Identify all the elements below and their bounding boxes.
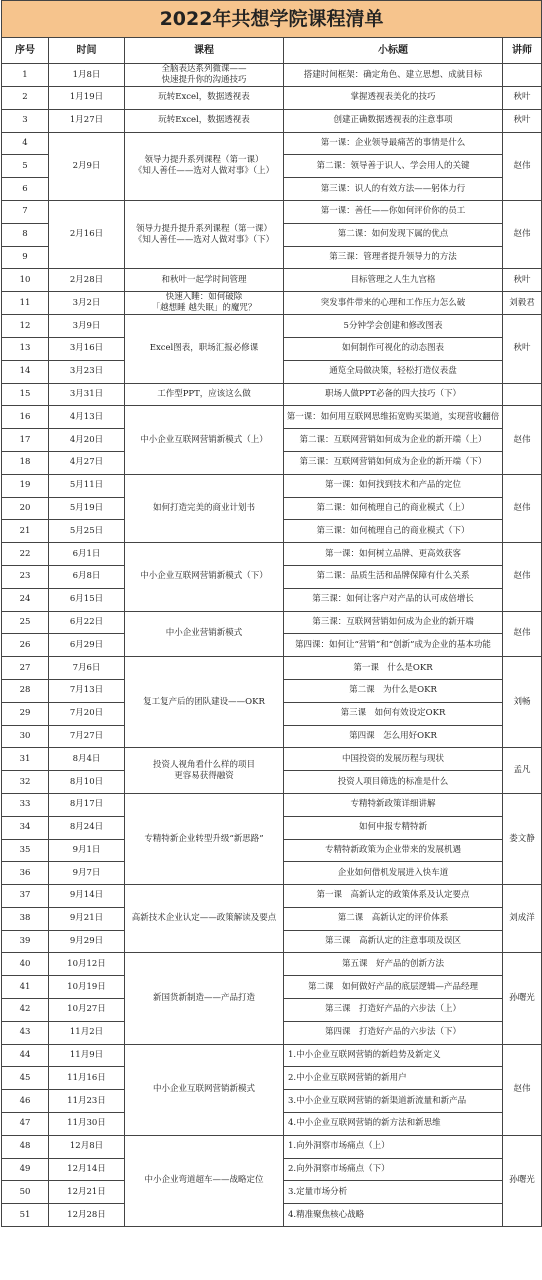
row-number: 21	[2, 520, 49, 543]
course-subtitle: 3.定量市场分析	[284, 1181, 503, 1204]
lecturer-name: 秋叶	[503, 87, 542, 110]
table-row	[2, 383, 542, 406]
row-number: 43	[2, 1021, 49, 1044]
row-number: 27	[2, 657, 49, 680]
row-number: 28	[2, 679, 49, 702]
table-row	[2, 543, 542, 566]
course-subtitle: 第五课 好产品的创新方法	[284, 953, 503, 976]
lecturer-name: 刘毅君	[503, 292, 542, 315]
course-date: 6月29日	[49, 634, 125, 657]
course-name: 新国货新制造——产品打造	[125, 953, 284, 1044]
lecturer-name: 秋叶	[503, 109, 542, 132]
course-subtitle: 第四课：如何让“营销”和“创新”成为企业的基本功能	[284, 634, 503, 657]
course-name: 领导力提升系列课程（第一课） 《知人善任——选对人做对事》（上）	[125, 132, 284, 200]
course-name: 快速入睡：如何破除 「越想睡 越失眠」的魔咒？	[125, 292, 284, 315]
table-row	[2, 885, 542, 908]
course-subtitle: 1.中小企业互联网营销的新趋势及新定义	[284, 1044, 503, 1067]
course-subtitle: 创建正确数据透视表的注意事项	[284, 109, 503, 132]
row-number: 12	[2, 315, 49, 338]
row-number: 36	[2, 862, 49, 885]
row-number: 35	[2, 839, 49, 862]
row-number: 32	[2, 771, 49, 794]
lecturer-name: 赵伟	[503, 611, 542, 657]
course-subtitle: 第四课 打造好产品的六步法（下）	[284, 1021, 503, 1044]
course-date: 5月19日	[49, 497, 125, 520]
lecturer-name: 孟凡	[503, 748, 542, 794]
course-name: 玩转Excel，数据透视表	[125, 109, 284, 132]
course-subtitle: 第三课 如何有效设定OKR	[284, 702, 503, 725]
course-subtitle: 通览全局做决策，轻松打造仪表盘	[284, 360, 503, 383]
lecturer-name: 赵伟	[503, 543, 542, 611]
course-name: 工作型PPT，应该这么做	[125, 383, 284, 406]
table-row	[2, 657, 542, 680]
course-date: 10月12日	[49, 953, 125, 976]
course-date: 6月8日	[49, 565, 125, 588]
header-no: 序号	[2, 38, 49, 64]
row-number: 44	[2, 1044, 49, 1067]
table-row	[2, 1044, 542, 1067]
lecturer-name: 赵伟	[503, 132, 542, 200]
course-subtitle: 第二课 高新认定的评价体系	[284, 907, 503, 930]
course-name: 高新技术企业认定——政策解读及要点	[125, 885, 284, 953]
course-subtitle: 第三课 高新认定的注意事项及误区	[284, 930, 503, 953]
lecturer-name: 刘成洋	[503, 885, 542, 953]
table-row	[2, 132, 542, 155]
course-name: 和秋叶一起学时间管理	[125, 269, 284, 292]
row-number: 50	[2, 1181, 49, 1204]
course-date: 12月14日	[49, 1158, 125, 1181]
course-name: 中小企业弯道超车——战略定位	[125, 1135, 284, 1226]
course-date: 3月23日	[49, 360, 125, 383]
table-row	[2, 64, 542, 87]
course-subtitle: 第一课：如何树立品牌、更高效获客	[284, 543, 503, 566]
course-name: 中小企业互联网营销新模式	[125, 1044, 284, 1135]
course-subtitle: 第二课 如何做好产品的底层逻辑—产品经理	[284, 976, 503, 999]
row-number: 31	[2, 748, 49, 771]
page-title: 2022年共想学院课程清单	[2, 1, 542, 38]
course-subtitle: 第三课：识人的有效方法——躬体力行	[284, 178, 503, 201]
course-date: 11月9日	[49, 1044, 125, 1067]
course-date: 1月19日	[49, 87, 125, 110]
course-date: 10月19日	[49, 976, 125, 999]
course-date: 2月9日	[49, 132, 125, 200]
course-subtitle: 专精特新政策详细讲解	[284, 793, 503, 816]
course-date: 8月4日	[49, 748, 125, 771]
lecturer-name	[503, 64, 542, 87]
course-subtitle: 第一课：如何找到技术和产品的定位	[284, 474, 503, 497]
course-subtitle: 第二课：互联网营销如何成为企业的新开端（上）	[284, 429, 503, 452]
course-date: 1月27日	[49, 109, 125, 132]
course-subtitle: 3.中小企业互联网营销的新渠道新流量和新产品	[284, 1090, 503, 1113]
course-date: 9月21日	[49, 907, 125, 930]
course-subtitle: 5分钟学会创建和修改图表	[284, 315, 503, 338]
course-subtitle: 2.向外洞察市场痛点（下）	[284, 1158, 503, 1181]
row-number: 8	[2, 223, 49, 246]
row-number: 42	[2, 999, 49, 1022]
course-date: 7月6日	[49, 657, 125, 680]
lecturer-name: 刘畅	[503, 657, 542, 748]
course-date: 9月29日	[49, 930, 125, 953]
course-date: 11月2日	[49, 1021, 125, 1044]
course-date: 2月16日	[49, 200, 125, 268]
course-date: 10月27日	[49, 999, 125, 1022]
lecturer-name: 孙曙光	[503, 1135, 542, 1226]
row-number: 9	[2, 246, 49, 269]
course-date: 6月15日	[49, 588, 125, 611]
row-number: 24	[2, 588, 49, 611]
course-date: 11月16日	[49, 1067, 125, 1090]
course-name: 全脑表达系列微课—— 快速提升你的沟通技巧	[125, 64, 284, 87]
header-date: 时间	[49, 38, 125, 64]
course-subtitle: 第一课 高新认定的政策体系及认定要点	[284, 885, 503, 908]
lecturer-name: 赵伟	[503, 200, 542, 268]
table-row	[2, 87, 542, 110]
row-number: 47	[2, 1113, 49, 1136]
lecturer-name: 秋叶	[503, 269, 542, 292]
row-number: 22	[2, 543, 49, 566]
table-row	[2, 269, 542, 292]
course-date: 7月13日	[49, 679, 125, 702]
course-date: 11月23日	[49, 1090, 125, 1113]
course-date: 2月28日	[49, 269, 125, 292]
row-number: 11	[2, 292, 49, 315]
row-number: 49	[2, 1158, 49, 1181]
table-row	[2, 109, 542, 132]
table-row	[2, 748, 542, 771]
course-date: 11月30日	[49, 1113, 125, 1136]
course-subtitle: 第二课：领导善于识人、学会用人的关键	[284, 155, 503, 178]
course-subtitle: 投资人项目筛选的标准是什么	[284, 771, 503, 794]
course-name: 专精特新企业转型升级“新思路”	[125, 793, 284, 884]
header-row	[2, 38, 542, 64]
course-date: 9月14日	[49, 885, 125, 908]
table-row	[2, 953, 542, 976]
row-number: 15	[2, 383, 49, 406]
course-subtitle: 2.中小企业互联网营销的新用户	[284, 1067, 503, 1090]
course-subtitle: 如何制作可视化的动态图表	[284, 337, 503, 360]
course-subtitle: 第二课：如何发现下属的优点	[284, 223, 503, 246]
row-number: 41	[2, 976, 49, 999]
course-subtitle: 突发事件带来的心理和工作压力怎么破	[284, 292, 503, 315]
lecturer-name	[503, 383, 542, 406]
title-row	[2, 1, 542, 38]
course-date: 1月8日	[49, 64, 125, 87]
row-number: 23	[2, 565, 49, 588]
course-name: Excel图表，职场汇报必修课	[125, 315, 284, 383]
course-date: 3月31日	[49, 383, 125, 406]
course-date: 7月20日	[49, 702, 125, 725]
course-date: 5月25日	[49, 520, 125, 543]
lecturer-name: 赵伟	[503, 474, 542, 542]
course-name: 复工复产后的团队建设——OKR	[125, 657, 284, 748]
course-subtitle: 如何申报专精特新	[284, 816, 503, 839]
course-date: 3月16日	[49, 337, 125, 360]
course-subtitle: 第四课 怎么用好OKR	[284, 725, 503, 748]
row-number: 46	[2, 1090, 49, 1113]
course-date: 6月1日	[49, 543, 125, 566]
course-date: 9月7日	[49, 862, 125, 885]
row-number: 17	[2, 429, 49, 452]
table-row	[2, 200, 542, 223]
course-date: 12月28日	[49, 1204, 125, 1227]
course-date: 9月1日	[49, 839, 125, 862]
course-date: 3月2日	[49, 292, 125, 315]
course-subtitle: 4.中小企业互联网营销的新方法和新思维	[284, 1113, 503, 1136]
course-subtitle: 掌握透视表美化的技巧	[284, 87, 503, 110]
row-number: 7	[2, 200, 49, 223]
header-lecturer: 讲师	[503, 38, 542, 64]
course-subtitle: 第三课 打造好产品的六步法（上）	[284, 999, 503, 1022]
row-number: 37	[2, 885, 49, 908]
row-number: 13	[2, 337, 49, 360]
course-date: 8月10日	[49, 771, 125, 794]
row-number: 3	[2, 109, 49, 132]
row-number: 2	[2, 87, 49, 110]
row-number: 34	[2, 816, 49, 839]
course-date: 12月8日	[49, 1135, 125, 1158]
row-number: 40	[2, 953, 49, 976]
table-row	[2, 1135, 542, 1158]
row-number: 30	[2, 725, 49, 748]
table-row	[2, 793, 542, 816]
row-number: 1	[2, 64, 49, 87]
course-subtitle: 第一课：善任——你如何评价你的员工	[284, 200, 503, 223]
row-number: 10	[2, 269, 49, 292]
course-date: 8月17日	[49, 793, 125, 816]
course-date: 7月27日	[49, 725, 125, 748]
lecturer-name: 赵伟	[503, 406, 542, 474]
row-number: 29	[2, 702, 49, 725]
course-subtitle: 第二课：如何梳理自己的商业模式（上）	[284, 497, 503, 520]
course-date: 12月21日	[49, 1181, 125, 1204]
course-date: 8月24日	[49, 816, 125, 839]
table-row	[2, 406, 542, 429]
course-subtitle: 搭建时间框架：确定角色、建立思想、成就目标	[284, 64, 503, 87]
course-date: 4月13日	[49, 406, 125, 429]
course-subtitle: 第三课：如何梳理自己的商业模式（下）	[284, 520, 503, 543]
course-name: 中小企业营销新模式	[125, 611, 284, 657]
row-number: 20	[2, 497, 49, 520]
row-number: 45	[2, 1067, 49, 1090]
table-row	[2, 315, 542, 338]
course-date: 5月11日	[49, 474, 125, 497]
row-number: 5	[2, 155, 49, 178]
course-subtitle: 职场人做PPT必备的四大技巧（下）	[284, 383, 503, 406]
row-number: 26	[2, 634, 49, 657]
row-number: 4	[2, 132, 49, 155]
course-subtitle: 中国投资的发展历程与现状	[284, 748, 503, 771]
row-number: 38	[2, 907, 49, 930]
course-subtitle: 4.精准聚焦核心战略	[284, 1204, 503, 1227]
row-number: 16	[2, 406, 49, 429]
course-subtitle: 第二课 为什么是OKR	[284, 679, 503, 702]
course-date: 4月27日	[49, 451, 125, 474]
table-row	[2, 474, 542, 497]
course-subtitle: 第三课：管理者提升领导力的方法	[284, 246, 503, 269]
course-subtitle: 第一课：如何用互联网思维拓宽购买渠道，实现营收翻倍	[284, 406, 503, 429]
table-row	[2, 292, 542, 315]
row-number: 39	[2, 930, 49, 953]
row-number: 33	[2, 793, 49, 816]
lecturer-name: 孙曙光	[503, 953, 542, 1044]
course-subtitle: 第一课 什么是OKR	[284, 657, 503, 680]
lecturer-name: 赵伟	[503, 1044, 542, 1135]
course-name: 中小企业互联网营销新模式（上）	[125, 406, 284, 474]
header-subtitle: 小标题	[284, 38, 503, 64]
course-subtitle: 第三课：互联网营销如何成为企业的新开端（下）	[284, 451, 503, 474]
course-subtitle: 第三课：互联网营销如何成为企业的新开端	[284, 611, 503, 634]
row-number: 19	[2, 474, 49, 497]
row-number: 25	[2, 611, 49, 634]
course-subtitle: 专精特新政策为企业带来的发展机遇	[284, 839, 503, 862]
course-name: 领导力提升提升系列课程（第一课） 《知人善任——选对人做对事》（下）	[125, 200, 284, 268]
header-course: 课程	[125, 38, 284, 64]
course-subtitle: 第三课：如何让客户对产品的认可成倍增长	[284, 588, 503, 611]
course-subtitle: 目标管理之人生九宫格	[284, 269, 503, 292]
row-number: 14	[2, 360, 49, 383]
course-subtitle: 1.向外洞察市场痛点（上）	[284, 1135, 503, 1158]
course-subtitle: 第一课：企业领导最痛苦的事情是什么	[284, 132, 503, 155]
course-name: 如何打造完美的商业计划书	[125, 474, 284, 542]
course-schedule-table	[1, 0, 542, 1227]
row-number: 18	[2, 451, 49, 474]
course-name: 玩转Excel，数据透视表	[125, 87, 284, 110]
row-number: 48	[2, 1135, 49, 1158]
row-number: 6	[2, 178, 49, 201]
table-row	[2, 611, 542, 634]
course-date: 4月20日	[49, 429, 125, 452]
row-number: 51	[2, 1204, 49, 1227]
course-date: 3月9日	[49, 315, 125, 338]
course-subtitle: 企业如何借机发展进入快车道	[284, 862, 503, 885]
lecturer-name: 娄文静	[503, 793, 542, 884]
lecturer-name: 秋叶	[503, 315, 542, 383]
course-subtitle: 第二课：品质生活和品牌保障有什么关系	[284, 565, 503, 588]
course-date: 6月22日	[49, 611, 125, 634]
course-name: 中小企业互联网营销新模式（下）	[125, 543, 284, 611]
course-name: 投资人视角看什么样的项目 更容易获得融资	[125, 748, 284, 794]
